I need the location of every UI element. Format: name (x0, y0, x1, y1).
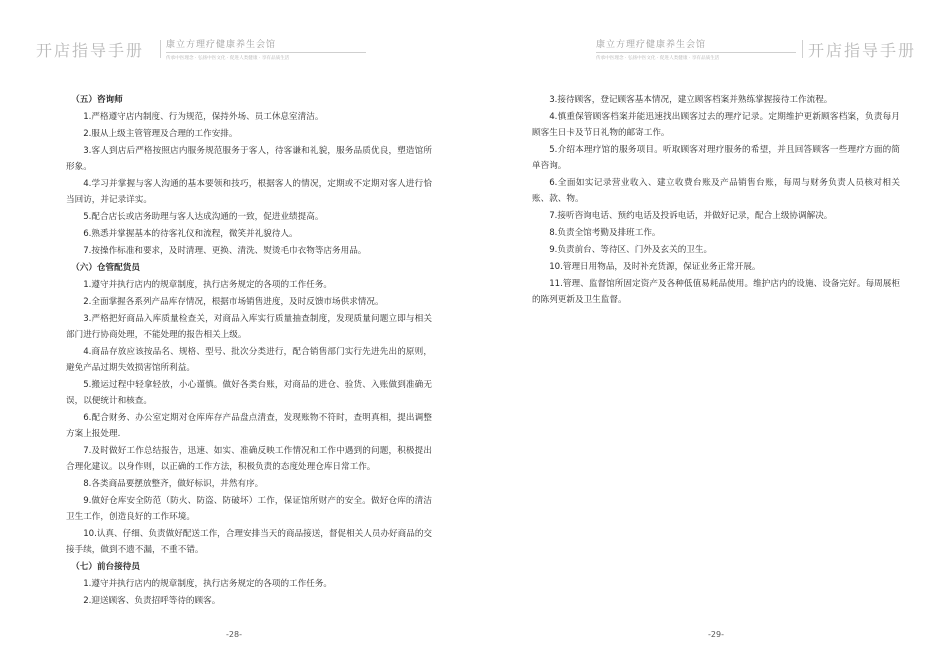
paragraph: 10.认真、仔细、负责做好配送工作，合理安排当天的商品接送，督促相关人员办好商品的交接手续，做到不遗不漏，不重不错。 (66, 529, 433, 555)
brand-block (166, 37, 366, 61)
paragraph: 8.各类商品要摆放整齐，做好标识，井然有序。 (83, 479, 264, 489)
paragraph: 7.按操作标准和要求，及时清理、更换、清洗、熨烫毛巾衣物等店务用品。 (83, 246, 367, 256)
brand-name: 康立方理疗健康养生会馆 (166, 40, 277, 50)
right-page (476, 0, 952, 669)
page-body (66, 92, 432, 610)
paragraph: 1.遵守并执行店内的规章制度，执行店务规定的各项的工作任务。 (83, 579, 333, 589)
paragraph: 11.管理、监督馆所固定资产及各种低值易耗品使用。维护店内的设施、设备完好。每周展柜的陈列更新及卫生监督。 (532, 279, 900, 305)
brand-block (596, 37, 796, 61)
paragraph: 6.配合财务、办公室定期对仓库库存产品盘点清查，发现账物不符时，查明真相，提出调整方案上报处理. (66, 413, 432, 439)
page-body (532, 92, 900, 309)
paragraph: 4.慎重保管顾客档案并能迅速找出顾客过去的理疗记录。定期维护更新顾客档案，负责每月顾客生日卡及节日礼物的邮寄工作。 (532, 112, 900, 138)
paragraph: 5.配合店长或店务助理与客人达成沟通的一致，促进业绩提高。 (83, 212, 324, 222)
paragraph: 9.做好仓库安全防范（防火、防盗、防破坏）工作，保证馆所财产的安全。做好仓库的清洁卫生工作，创造良好的工作环境。 (66, 496, 432, 522)
guide-title: 开店指导手册 (36, 41, 145, 60)
paragraph: 7.及时做好工作总结报告，迅速、如实、准确反映工作情况和工作中遇到的问题，积极提出合理化建议。以身作则，以正确的工作方法，积极负责的态度处理仓库日常工作。 (66, 446, 432, 472)
section-title: （七）前台接待员 (71, 562, 140, 572)
page-number: -28- (226, 630, 242, 639)
brand-slogan: 传承中医理念 · 弘扬中医文化 · 促进人类健康 · 享有品质生活 (166, 56, 290, 61)
paragraph: 1.遵守并执行店内的规章制度，执行店务规定的各项的工作任务。 (83, 280, 333, 290)
paragraph: 5.搬运过程中轻拿轻放，小心谨慎。做好各类台账，对商品的进仓、验货、入账做到准确无误，以便统计和核查。 (66, 380, 432, 406)
paragraph: 4.商品存放应该按品名、规格、型号、批次分类进行，配合销售部门实行先进先出的原则，避免产品过期失效损害馆所利益。 (66, 347, 432, 373)
paragraph: 5.介绍本理疗馆的服务项目。听取顾客对理疗服务的希望，并且回答顾客一些理疗方面的简单咨询。 (532, 145, 900, 171)
paragraph: 10.管理日用物品，及时补充货源，保证业务正常开展。 (549, 262, 761, 272)
header-divider (802, 40, 803, 58)
page-number: -29- (708, 630, 724, 639)
brand-rule (166, 52, 366, 53)
paragraph: 2.服从上级主管管理及合理的工作安排。 (83, 129, 238, 139)
section-title: （六）仓管配货员 (71, 263, 140, 273)
paragraph: 2.全面掌握各系列产品库存情况，根据市场销售进度，及时反馈市场供求情况。 (83, 297, 384, 307)
paragraph: 6.全面如实记录营业收入、建立收费台账及产品销售台账，每周与财务负责人员核对相关账、款、物。 (532, 178, 900, 204)
paragraph: 2.迎送顾客、负责招呼等待的顾客。 (83, 596, 221, 606)
paragraph: 1.严格遵守店内制度、行为规范，保持外场、员工休息室清洁。 (83, 112, 324, 122)
paragraph: 3.严格把好商品入库质量检查关，对商品入库实行质量抽查制度，发现质量问题立即与相关部门进行协商处理，不能处理的报告相关上级。 (66, 314, 432, 340)
paragraph: 7.接听咨询电话、预约电话及投诉电话，并做好记录，配合上级协调解决。 (549, 211, 833, 221)
brand-rule (596, 52, 796, 53)
paragraph: 9.负责前台、等待区、门外及玄关的卫生。 (549, 245, 713, 255)
paragraph: 8.负责全馆考勤及排班工作。 (549, 228, 661, 238)
paragraph: 3.客人到店后严格按照店内服务规范服务于客人，待客谦和礼貌，服务品质优良，塑造馆所形象。 (66, 146, 432, 172)
paragraph: 6.熟悉并掌握基本的待客礼仪和流程，微笑并礼貌待人。 (83, 229, 298, 239)
brand-name: 康立方理疗健康养生会馆 (596, 40, 707, 50)
section-title: （五）咨询师 (71, 95, 123, 105)
header-divider (160, 40, 161, 58)
paragraph: 3.接待顾客，登记顾客基本情况，建立顾客档案并熟练掌握接待工作流程。 (549, 95, 833, 105)
brand-slogan: 传承中医理念 · 弘扬中医文化 · 促进人类健康 · 享有品质生活 (596, 56, 720, 61)
paragraph: 4.学习并掌握与客人沟通的基本要领和技巧，根据客人的情况，定期或不定期对客人进行恰当回访，并记录详实。 (66, 179, 432, 205)
guide-title: 开店指导手册 (808, 41, 917, 60)
